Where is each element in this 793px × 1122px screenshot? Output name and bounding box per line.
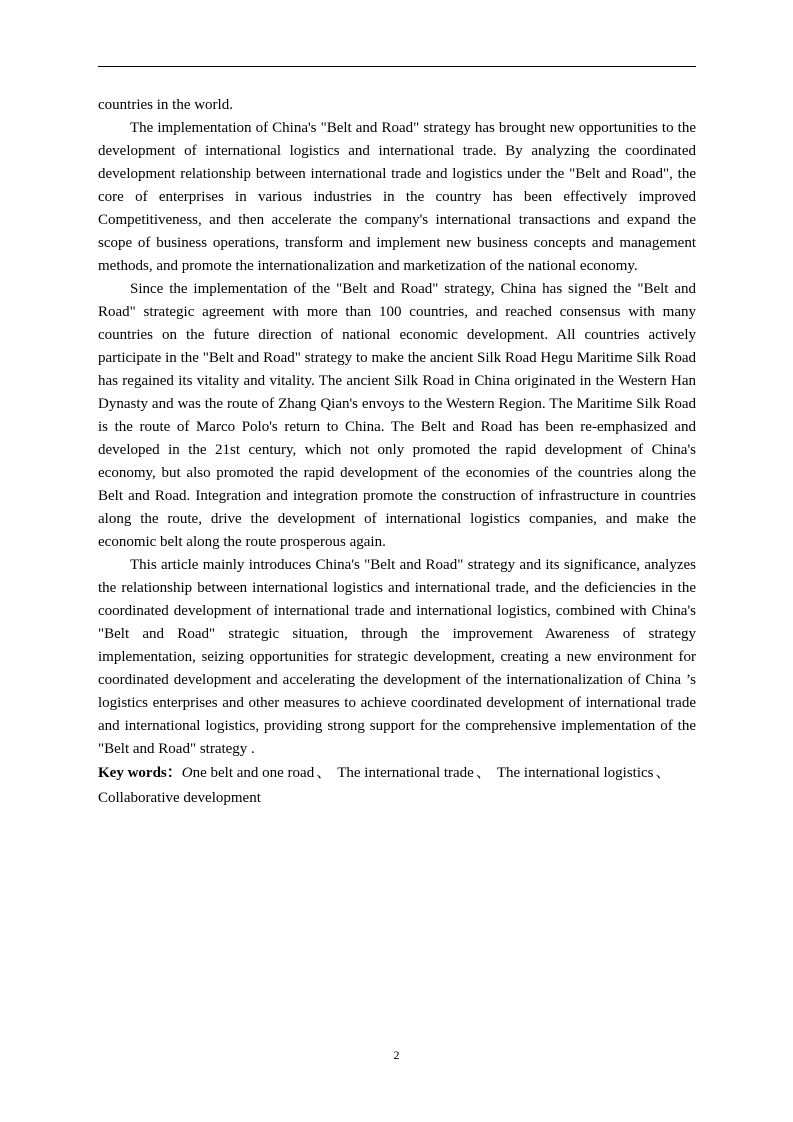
keywords-line [98,761,696,811]
keyword-separator: 、 [655,765,671,781]
page-number: 2 [393,1048,400,1062]
keyword-separator: 、 [475,765,491,781]
keyword-first-rest: ne belt and one road [192,765,315,781]
paragraph-opportunities: The implementation of China's "Belt and Road" strategy has brought new opportunities to the development of international logistics and international trade. By analyzing the coordinated development relationship between international trade and logistics under the "Belt and Road", the core of enterprises in various industries in the country has been effectively improved Competitiveness, and then accelerate the company's international transactions and expand the scope of business operations, transform and implement new business concepts and management methods, and promote the internationalization and marketization of the national economy. [98,120,696,274]
continuation-paragraph: countries in the world. [98,97,233,113]
keyword-item: The international trade [337,765,474,781]
keywords-label: Key words： [98,765,182,781]
keyword-first-letter: O [181,765,193,781]
page-body [98,94,696,811]
keyword-item: The international logistics [496,765,654,781]
keyword-separator: 、 [316,765,332,781]
paragraph-article-summary: This article mainly introduces China's "Belt and Road" strategy and its significance, analyzes the relationship between international logistics and international trade, and the deficiencies in the coordinated development of international trade and international logistics, combined with China's "Belt and Road" strategic situation, through the improvement Awareness of strategy implementation, seizing opportunities for strategic development, creating a new environment for coordinated development and accelerating the development of the internationalization of China ’s logistics enterprises and other measures to achieve coordinated development of international trade and international logistics, providing strong support for the comprehensive implementation of the "Belt and Road" strategy . [98,557,696,757]
header-rule [98,66,696,67]
keyword-item: Collaborative development [98,790,261,806]
paragraph-silk-road: Since the implementation of the "Belt and Road" strategy, China has signed the "Belt and Road" strategic agreement with more than 100 countries, and reached consensus with many countries on the future direction of national economic development. All countries actively participate in the "Belt and Road" strategy to make the ancient Silk Road Hegu Maritime Silk Road has regained its vitality and vitality. The ancient Silk Road in China originated in the Western Han Dynasty and was the route of Zhang Qian's envoys to the Western Region. The Maritime Silk Road is the route of Marco Polo's return to China. The Belt and Road has been re-emphasized and developed in the 21st century, which not only promoted the rapid development of China's economy, but also promoted the rapid development of the economies of the countries along the Belt and Road. Integration and integration promote the construction of infrastructure in countries along the route, drive the development of international logistics companies, and make the economic belt along the route prosperous again. [98,281,696,550]
